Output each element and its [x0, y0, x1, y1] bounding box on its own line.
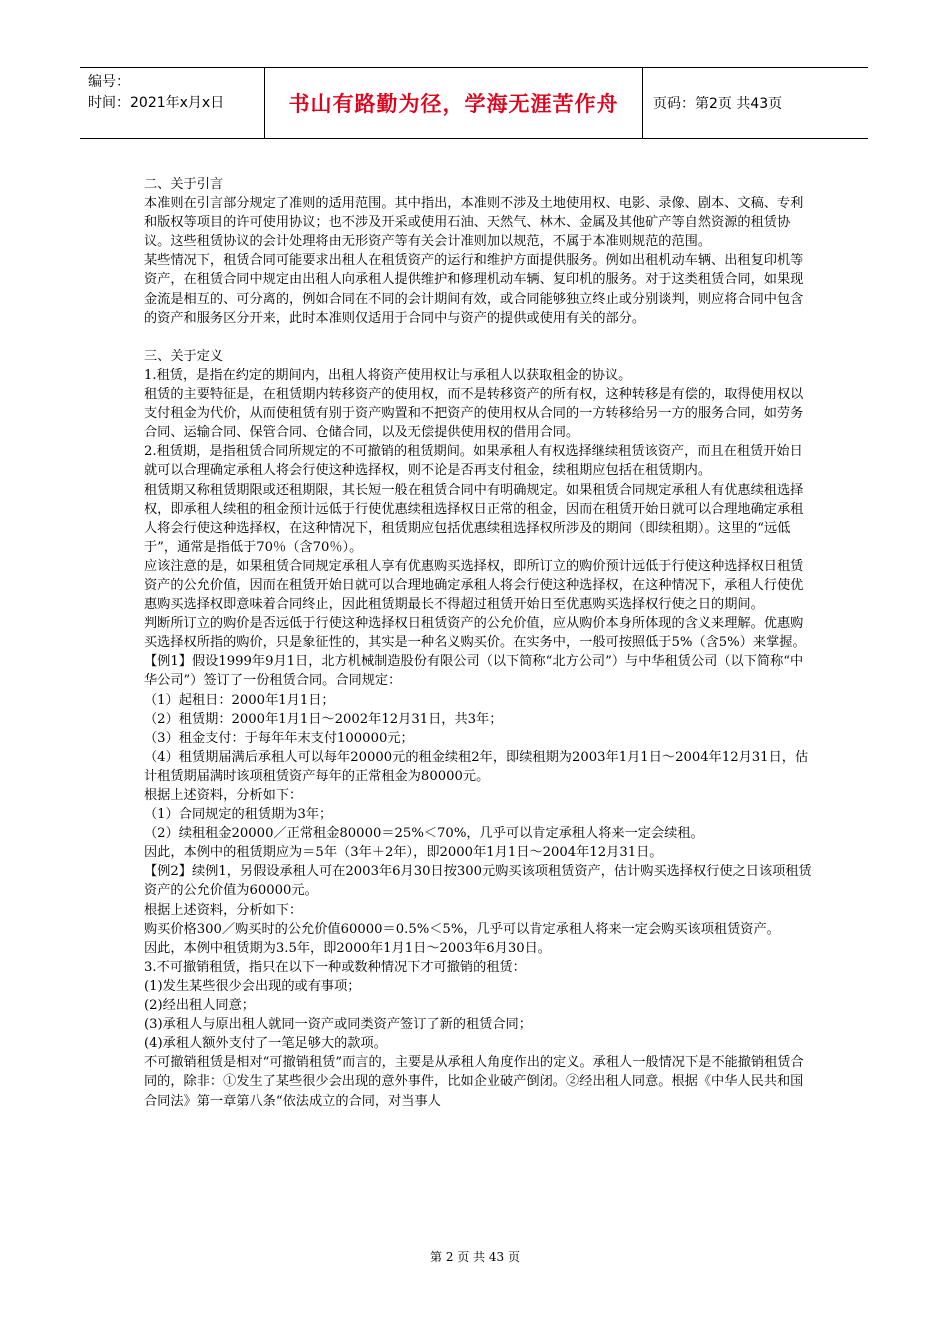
paragraph: 租赁的主要特征是，在租赁期内转移资产的使用权，而不是转移资产的所有权，这种转移是有偿的，取得使用权以支付租金为代价，从而使租赁有别于资产购置和不把资产的使用权从合同的一方转移给另一方的服务合同，如劳务合同、运输合同、保管合同、仓储合同，以及无偿提供使用权的借用合同。	[144, 387, 804, 441]
paragraph: (2)经出租人同意；	[144, 998, 255, 1014]
document-body	[144, 175, 812, 1111]
paragraph: (4)承租人额外支付了一笔足够大的款项。	[144, 1036, 387, 1052]
page-footer: 第 2 页 共 43 页	[430, 1250, 520, 1264]
paragraph: 2.租赁期，是指租赁合同所规定的不可撤销的租赁期间。如果承租人有权选择继续租赁该资产，而且在租赁开始日就可以合理确定承租人将会行使这种选择权，则不论是否再支付租金，续租期应包括在租赁期内。	[144, 444, 803, 479]
paragraph: （2）租赁期：2000年1月1日～2002年12月31日，共3年；	[144, 711, 503, 727]
paragraph: 【例1】假设1999年9月1日，北方机械制造股份有限公司（以下简称“北方公司”）与中华租赁公司（以下简称“中华公司”）签订了一份租赁合同。合同规定：	[144, 654, 804, 689]
document-time-label: 时间：2021年x月x日	[88, 95, 225, 111]
paragraph: （1）起租日：2000年1月1日；	[144, 692, 335, 708]
paragraph: （3）租金支付：于每年年末支付100000元；	[144, 730, 414, 746]
paragraph: 三、关于定义	[144, 348, 224, 364]
paragraph: （4）租赁期届满后承租人可以每年20000元的租金续租2年，即续租期为2003年1月1日～2004年12月31日，估计租赁期届满时该项租赁资产每年的正常租金为80000元。	[144, 749, 809, 784]
paragraph: 根据上述资料，分析如下：	[144, 902, 303, 918]
page-header	[80, 67, 868, 139]
paragraph: 二、关于引言	[144, 177, 224, 192]
paragraph: 因此，本例中的租赁期应为＝5年（3年＋2年），即2000年1月1日～2004年12月31日。	[144, 845, 663, 861]
paragraph: (1)发生某些很少会出现的或有事项；	[144, 978, 361, 994]
paragraph: （1）合同规定的租赁期为3年；	[144, 807, 333, 823]
paragraph: 租赁期又称租赁期限或还租期限，其长短一般在租赁合同中有明确规定。如果租赁合同规定承租人有优惠续租选择权，即承租人续租的租金预计远低于行使优惠续租选择权日正常的租金，因而在租赁开始日就可以合理地确定承租人将会行使这种选择权，在这种情况下，租赁期应包括优惠续租选择权所涉及的期间（即续租期）。这里的“远低于”，通常是指低于70％（含70％）。	[144, 482, 804, 555]
paragraph: 因此，本例中租赁期为3.5年，即2000年1月1日～2003年6月30日。	[144, 940, 551, 956]
paragraph: (3)承租人与原出租人就同一资产或同类资产签订了新的租赁合同；	[144, 1017, 532, 1033]
paragraph: 不可撤销租赁是相对“可撤销租赁”而言的，主要是从承租人角度作出的定义。承租人一般情况下是不能撤销租赁合同的，除非：①发生了某些很少会出现的意外事件，比如企业破产倒闭。②经出租人同意。根据《中华人民共和国合同法》第一章第八条“依法成立的合同，对当事人	[144, 1055, 804, 1109]
paragraph: 应该注意的是，如果租赁合同规定承租人享有优惠购买选择权，即所订立的购价预计远低于行使这种选择权日租赁资产的公允价值，因而在租赁开始日就可以合理地确定承租人将会行使这种选择权，在这种情况下，承租人行使优惠购买选择权即意味着合同终止，因此租赁期最长不得超过租赁开始日至优惠购买选择权行使之日的期间。	[144, 558, 804, 613]
header-left-cell	[80, 68, 265, 138]
paragraph	[144, 328, 812, 347]
paragraph: 【例2】续例1，另假设承租人可在2003年6月30日按300元购买该项租赁资产，估计购买选择权行使之日该项租赁资产的公允价值为60000元。	[144, 864, 812, 899]
paragraph: 判断所订立的购价是否远低于行使这种选择权日租赁资产的公允价值，应从购价本身所体现的含义来理解。优惠购买选择权所指的购价，只是象征性的，其实是一种名义购买价。在实务中，一般可按照低于5%（含5%）来掌握。	[144, 616, 806, 651]
paragraph: 根据上述资料，分析如下：	[144, 788, 303, 803]
document-code-label: 编号：	[88, 74, 130, 90]
paragraph: 3.不可撤销租赁，指只在以下一种或数种情况下才可撤销的租赁：	[144, 959, 526, 975]
paragraph: 本准则在引言部分规定了准则的适用范围。其中指出，本准则不涉及土地使用权、电影、录像、剧本、文稿、专利和版权等项目的许可使用协议；也不涉及开采或使用石油、天然气、林木、金属及其他矿产等自然资源的租赁协议。这些租赁协议的会计处理将由无形资产等有关会计准则加以规范，不属于本准则规范的范围。	[144, 196, 804, 250]
paragraph: 1.租赁，是指在约定的期间内，出租人将资产使用权让与承租人以获取租金的协议。	[144, 367, 632, 383]
paragraph: （2）续租租金20000／正常租金80000＝25%＜70%，几乎可以肯定承租人将来一定会续租。	[144, 826, 704, 842]
paragraph: 购买价格300／购买时的公允价值60000＝0.5%＜5%，几乎可以肯定承租人将来一定会购买该项租赁资产。	[144, 921, 780, 937]
header-page-label: 页码：第2页 共43页	[653, 96, 783, 112]
header-motto: 书山有路勤为径，学海无涯苦作舟	[265, 68, 643, 138]
paragraph: 某些情况下，租赁合同可能要求出租人在租赁资产的运行和维护方面提供服务。例如出租机动车辆、出租复印机等资产，在租赁合同中规定由出租人向承租人提供维护和修理机动车辆、复印机的服务。对于这类租赁合同，如果现金流是相互的、可分离的，例如合同在不同的会计期间有效，或合同能够独立终止或分别谈判，则应将合同中包含的资产和服务区分开来，此时本准则仅适用于合同中与资产的提供或使用有关的部分。	[144, 253, 804, 326]
